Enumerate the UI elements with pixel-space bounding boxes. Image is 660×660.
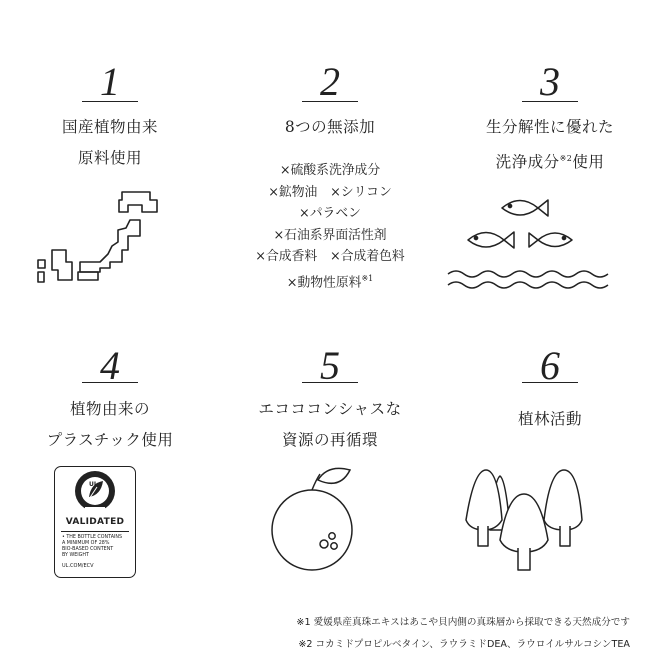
badge-details: • THE BOTTLE CONTAINS A MINIMUM OF 28% BIO-BASED CONTENT BY WEIGHT [62, 535, 123, 558]
feature-title: 生分解性に優れた 洗浄成分$^{※2}$使用 [485, 118, 614, 172]
citrus-fruit-icon [220, 330, 440, 620]
feature-4 [0, 330, 220, 620]
list-item: ×硫酸系洗浄成分 [279, 163, 381, 178]
badge-divider [61, 531, 129, 532]
ul-validated-badge [54, 466, 136, 578]
number-underline [82, 382, 138, 383]
feature-3 [440, 0, 660, 330]
list-item: ×動物性原料$^{※1}$ [286, 273, 374, 290]
footnote-2: ※2 コカミドプロピルベタイン、ラウラミドDEA、ラウロイルサルコシンTEA [298, 639, 630, 650]
feature-number: 6 [540, 343, 560, 388]
list-item: ×鉱物油 ×シリコン [268, 184, 392, 200]
feature-6 [440, 330, 660, 620]
ul-logo-text: UL [89, 481, 98, 488]
feature-2 [220, 0, 440, 330]
list-item: ×石油系界面活性剤 [273, 227, 387, 243]
badge-url: UL.COM/ECV [62, 563, 94, 569]
feature-number: 5 [320, 343, 340, 388]
additive-free-list [220, 160, 440, 293]
forest-trees-icon [440, 330, 660, 620]
feature-number: 1 [100, 59, 120, 104]
footnote-1: ※1 愛媛県産真珠エキスはあこや貝内側の真珠層から採取できる天然成分です [296, 617, 630, 628]
list-item: ×合成香料 ×合成着色料 [255, 249, 405, 264]
ul-leaf-logo-icon [55, 469, 135, 519]
feature-title: 国産植物由来 原料使用 [61, 118, 158, 167]
feature-title: 8つの無添加 [284, 118, 376, 136]
footnote-mark: ※1 [361, 273, 374, 283]
list-item: ×パラベン [299, 206, 361, 221]
feature-title: エコココンシャスな 資源の再循環 [258, 400, 402, 449]
feature-title: 植林活動 [517, 410, 582, 428]
footnote-mark: ※2 [559, 154, 573, 163]
validated-label: VALIDATED [65, 517, 125, 527]
feature-number: 2 [320, 59, 340, 104]
japan-map-icon [0, 0, 220, 330]
feature-5 [220, 330, 440, 620]
feature-title: 植物由来の プラスチック使用 [46, 400, 174, 449]
feature-number: 3 [540, 59, 560, 104]
feature-number: 4 [100, 343, 120, 388]
number-underline [302, 101, 358, 102]
fish-and-waves-icon [440, 0, 660, 330]
feature-1 [0, 0, 220, 330]
